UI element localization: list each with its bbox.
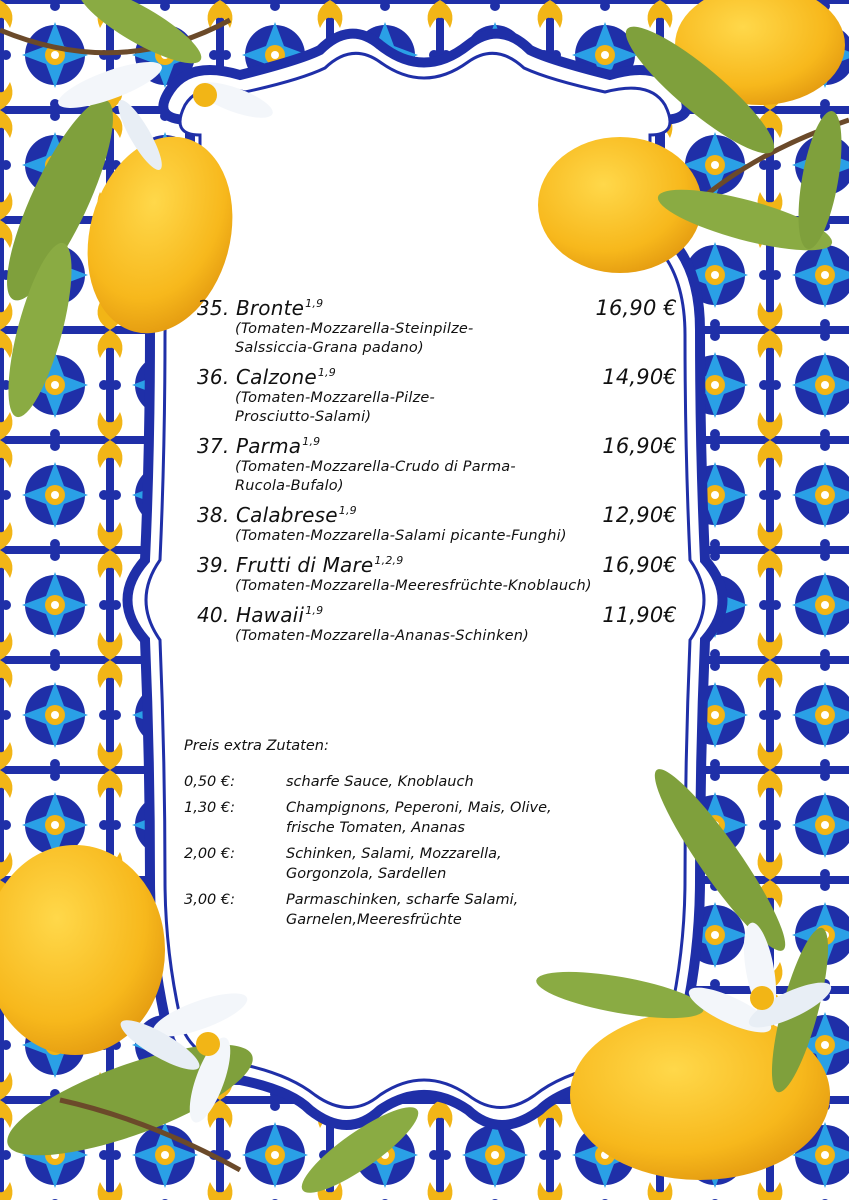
extra-ingredients	[286, 890, 606, 930]
description-line: Prosciutto-Salami)	[235, 409, 372, 425]
extra-price-row	[184, 844, 614, 884]
description-line: (Tomaten-Mozzarella-Salami picante-Funghi)	[235, 528, 567, 544]
allergen-codes: 1,9	[338, 504, 357, 517]
menu-item-price: 12,90€	[602, 503, 677, 527]
extra-ingredients	[286, 772, 606, 792]
extra-price-row	[184, 798, 614, 838]
extra-price-row	[184, 890, 614, 930]
description-line: (Tomaten-Mozzarella-Ananas-Schinken)	[235, 628, 529, 644]
ingredients-line: Gorgonzola, Sardellen	[286, 866, 447, 882]
allergen-codes: 1,9	[302, 435, 321, 448]
extra-toppings-section	[184, 738, 614, 936]
menu-item-name: 38. Calabrese	[197, 503, 338, 527]
description-line: Rucola-Bufalo)	[235, 478, 344, 494]
menu-item	[197, 365, 677, 427]
description-line: (Tomaten-Mozzarella-Pilze-	[235, 390, 435, 406]
menu-item-description	[235, 577, 677, 596]
menu-item-description	[235, 527, 677, 546]
allergen-codes: 1,9	[305, 604, 324, 617]
menu-item-name: 39. Frutti di Mare	[197, 553, 374, 577]
description-line: (Tomaten-Mozzarella-Steinpilze-	[235, 321, 474, 337]
ingredients-line: Garnelen,Meeresfrüchte	[286, 912, 462, 928]
menu-item-price: 11,90€	[602, 603, 677, 627]
menu-item-description	[235, 627, 677, 646]
menu-item-name: 37. Parma	[197, 434, 302, 458]
extra-price: 1,30 €:	[184, 800, 236, 816]
ingredients-line: Parmaschinken, scharfe Salami,	[286, 892, 519, 908]
menu-item-name: 35. Bronte	[197, 296, 305, 320]
extras-heading: Preis extra Zutaten:	[184, 738, 329, 754]
allergen-codes: 1,2,9	[374, 554, 404, 567]
menu-item-name: 36. Calzone	[197, 365, 317, 389]
ingredients-line: Schinken, Salami, Mozzarella,	[286, 846, 502, 862]
extra-price: 0,50 €:	[184, 774, 236, 790]
extra-ingredients	[286, 844, 606, 884]
menu-item-description	[235, 389, 677, 427]
allergen-codes: 1,9	[305, 297, 324, 310]
menu-item	[197, 296, 677, 358]
pizza-menu-list	[197, 296, 677, 653]
ingredients-line: scharfe Sauce, Knoblauch	[286, 774, 474, 790]
menu-item	[197, 434, 677, 496]
extra-ingredients	[286, 798, 606, 838]
ingredients-line: frische Tomaten, Ananas	[286, 820, 465, 836]
menu-item-price: 14,90€	[602, 365, 677, 389]
menu-item	[197, 503, 677, 546]
allergen-codes: 1,9	[317, 366, 336, 379]
menu-item-name: 40. Hawaii	[197, 603, 305, 627]
menu-item-description	[235, 458, 677, 496]
menu-item-price: 16,90 €	[595, 296, 677, 320]
extra-price: 3,00 €:	[184, 892, 236, 908]
menu-item	[197, 603, 677, 646]
description-line: (Tomaten-Mozzarella-Meeresfrüchte-Knoblauch)	[235, 578, 592, 594]
menu-item-price: 16,90€	[602, 553, 677, 577]
menu-item-description	[235, 320, 677, 358]
ingredients-line: Champignons, Peperoni, Mais, Olive,	[286, 800, 552, 816]
menu-item	[197, 553, 677, 596]
extra-price-row	[184, 772, 614, 792]
description-line: (Tomaten-Mozzarella-Crudo di Parma-	[235, 459, 516, 475]
extra-price: 2,00 €:	[184, 846, 236, 862]
menu-item-price: 16,90€	[602, 434, 677, 458]
description-line: Salssiccia-Grana padano)	[235, 340, 424, 356]
